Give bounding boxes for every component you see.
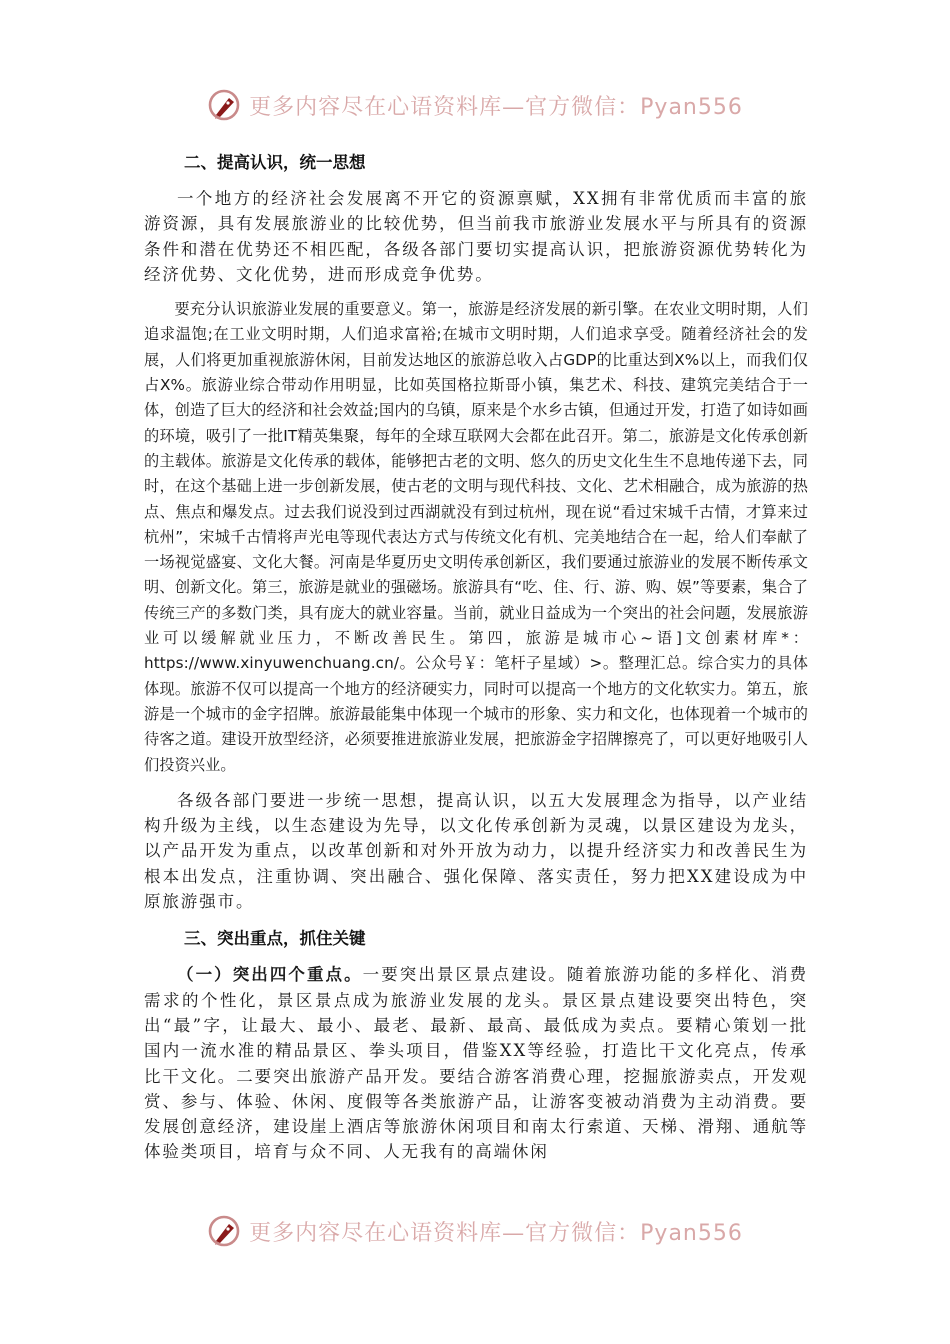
watermark-text: 更多内容尽在心语资料库—官方微信：Pyan556 [249, 94, 743, 120]
paragraph: 一个地方的经济社会发展离不开它的资源禀赋，XX拥有非常优质而丰富的旅游资源，具有发展旅游业的比较优势，但当前我市旅游业发展水平与所具有的资源条件和潜在优势还不相匹配，各级各部门要切实提高认识，把旅游资源优势转化为经济优势、文化优势，进而形成竞争优势。 [144, 189, 808, 284]
watermark-text: 更多内容尽在心语资料库—官方微信：Pyan556 [249, 1220, 743, 1246]
paragraph-lead: （一）突出四个重点。 [177, 965, 363, 985]
watermark-banner-bottom [0, 1208, 950, 1254]
paragraph [144, 962, 808, 1164]
section-heading-3: 三、突出重点，抓住关键 [184, 929, 366, 949]
paragraph: 各级各部门要进一步统一思想，提高认识，以五大发展理念为指导，以产业结构升级为主线，以生态建设为先导，以文化传承创新为灵魂，以景区建设为龙头，以产品开发为重点，以改革创新和对外开放为动力，以提升经济实力和改善民生为根本出发点，注重协调、突出融合、强化保障、落实责任，努力把XX建设成为中原旅游强市。 [144, 790, 808, 912]
pen-nib-logo-icon [207, 1214, 241, 1248]
watermark-banner-top [0, 82, 950, 128]
document-body [144, 140, 808, 1175]
pen-nib-logo-icon [207, 88, 241, 122]
section-heading-2: 二、提高认识，统一思想 [184, 153, 366, 172]
paragraph: 要充分认识旅游业发展的重要意义。第一，旅游是经济发展的新引擎。在农业文明时期，人们追求温饱;在工业文明时期，人们追求富裕;在城市文明时期，人们追求享受。随着经济社会的发展，人们将更加重视旅游休闲，目前发达地区的旅游总收入占GDP的比重达到X%以上，而我们仅占X%。旅游业综合带动作用明显，比如英国格拉斯哥小镇，集艺术、科技、建筑完美结合于一体，创造了巨大的经济和社会效益;国内的乌镇，原来是个水乡古镇，但通过开发，打造了如诗如画的环境，吸引了一批IT精英集聚，每年的全球互联网大会都在此召开。第二，旅游是文化传承创新的主载体。旅游是文化传承的载体，能够把古老的文明、悠久的历史文化生生不息地传递下去，同时，在这个基础上进一步创新发展，使古老的文明与现代科技、文化、艺术相融合，成为旅游的热点、焦点和爆发点。过去我们说没到过西湖就没有到过杭州，现在说“看过宋城千古情，才算来过杭州”，宋城千古情将声光电等现代表达方式与传统文化有机、完美地结合在一起，给人们奉献了一场视觉盛宴、文化大餐。河南是华夏历史文明传承创新区，我们要通过旅游业的发展不断传承文明、创新文化。第三，旅游是就业的强磁场。旅游具有“吃、住、行、游、购、娱”等要素，集合了传统三产的多数门类，具有庞大的就业容量。当前，就业日益成为一个突出的社会问题，发展旅游业可以缓解就业压力，不断改善民生。第四，旅游是城市心~语]文创素材库*：https://www.xinyuwenchuang.cn/。公众号￥：笔杆子星域）>。整理汇总。综合实力的具体体现。旅游不仅可以提高一个地方的经济硬实力，同时可以提高一个地方的文化软实力。第五，旅游是一个城市的金字招牌。旅游最能集中体现一个城市的形象、实力和文化，也体现着一个城市的待客之道。建设开放型经济，必须要推进旅游业发展，把旅游金字招牌擦亮了，可以更好地吸引人们投资兴业。 [144, 300, 808, 774]
paragraph-text: 一要突出景区景点建设。随着旅游功能的多样化、消费需求的个性化，景区景点成为旅游业发展的龙头。景区景点建设要突出特色，突出“最”字，让最大、最小、最老、最新、最高、最低成为卖点。要精心策划一批国内一流水准的精品景区、拳头项目，借鉴XX等经验，打造比干文化亮点，传承比干文化。二要突出旅游产品开发。要结合游客消费心理，挖掘旅游卖点，开发观赏、参与、体验、休闲、度假等各类旅游产品，让游客变被动消费为主动消费。要发展创意经济，建设崖上酒店等旅游休闲项目和南太行索道、天梯、滑翔、通航等体验类项目，培育与众不同、人无我有的高端休闲 [144, 965, 808, 1162]
